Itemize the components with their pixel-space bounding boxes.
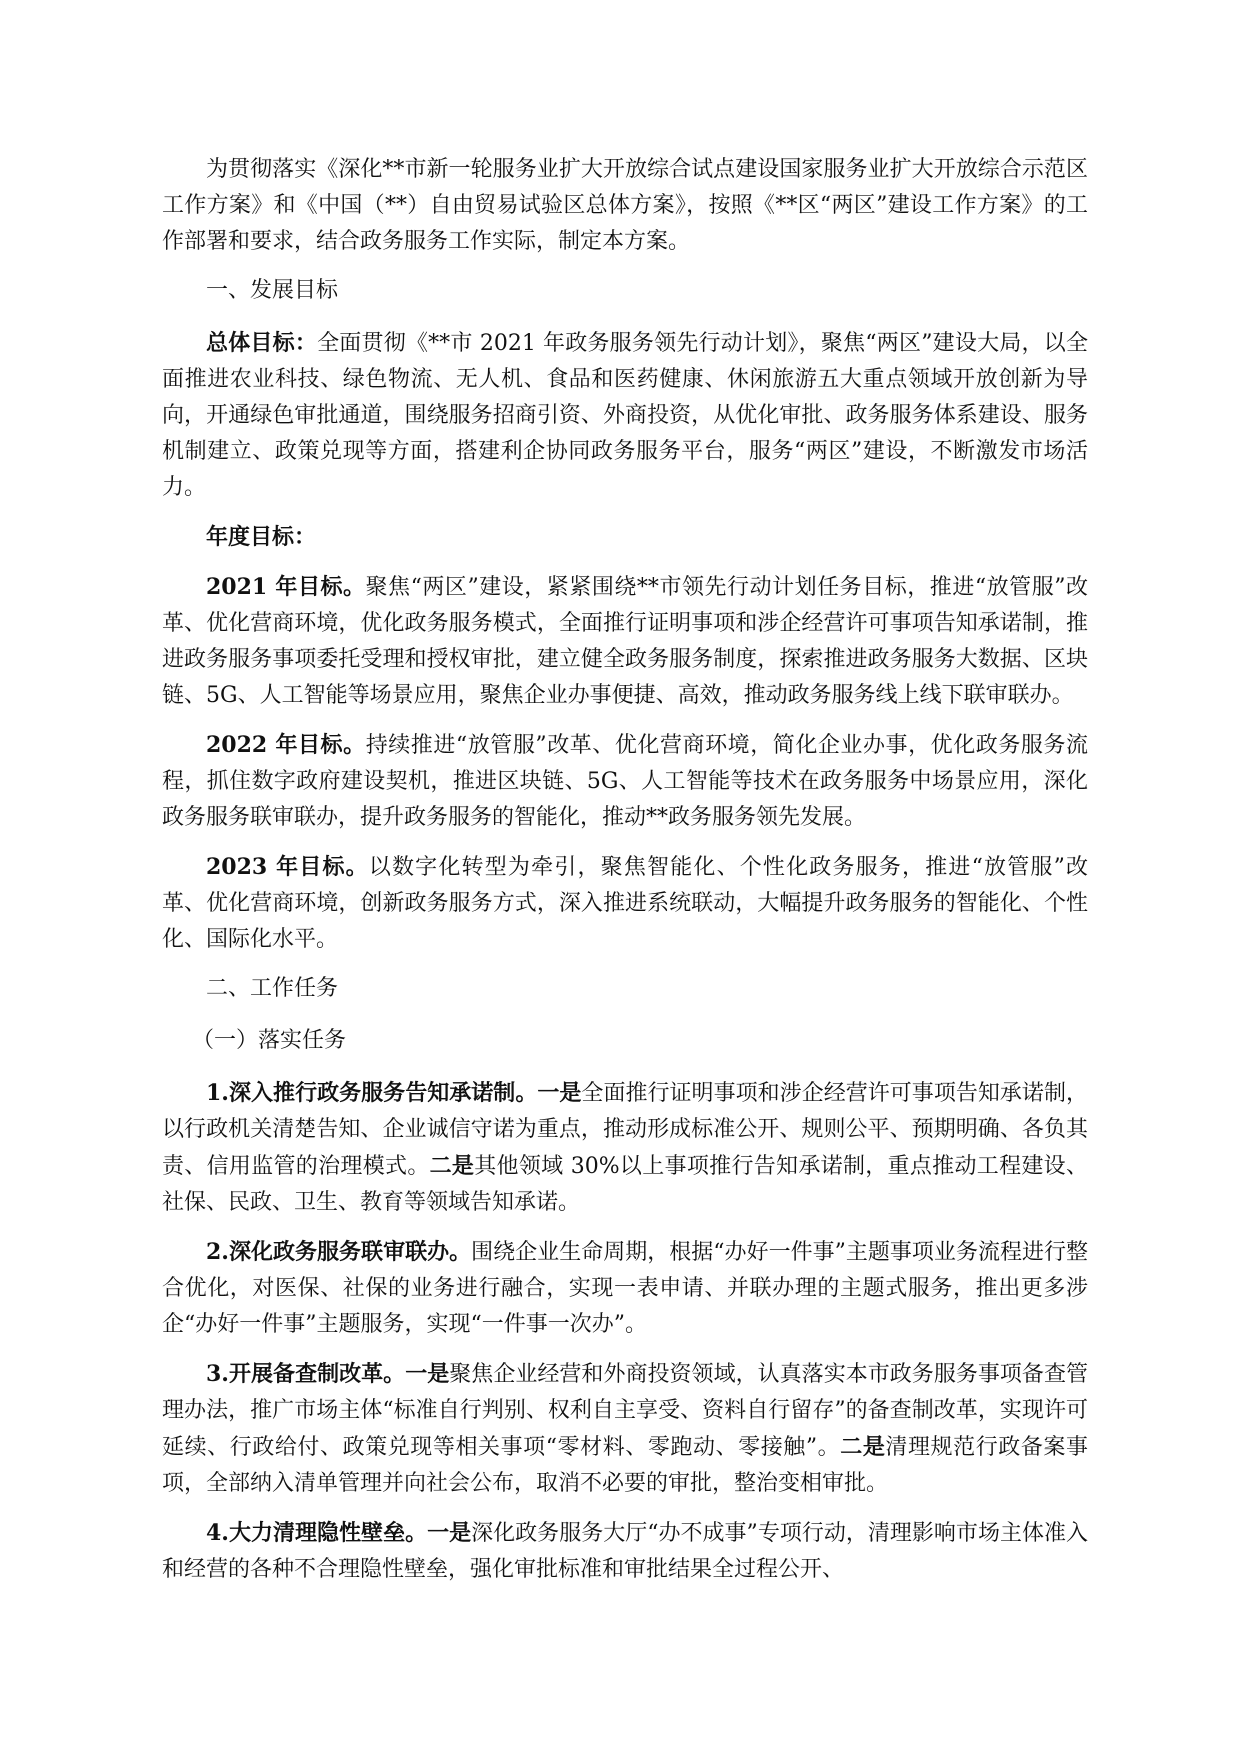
emphasis-marker: 二是 <box>429 1153 475 1179</box>
paragraph-y2022 <box>162 727 1088 836</box>
paragraph-lead: 年度目标： <box>206 524 317 550</box>
paragraph-y2023 <box>162 849 1088 958</box>
paragraph-text: 聚焦“两区”建设，紧紧围绕**市领先行动计划任务目标，推进“放管服”改革、优化营商环境，优化政务服务模式，全面推行证明事项和涉企经营许可事项告知承诺制，推进政务服务事项委托受理和授权审批，建立健全政务服务制度，探索推进政务服务大数据、区块链、5G、人工智能等场景应用，聚焦企业办事便捷、高效，推动政务服务线上线下联审联办。 <box>162 575 1089 708</box>
emphasis-marker: 一是 <box>405 1361 450 1387</box>
paragraph-lead: 2023 年目标。 <box>206 854 369 880</box>
document-body <box>162 152 1088 1601</box>
paragraph-lead: 3.开展备查制改革。 <box>206 1361 406 1387</box>
paragraph-lead: 2021 年目标。 <box>206 574 366 600</box>
paragraph-text: 清理规范行政备案事项，全部纳入清单管理并向社会公布，取消不必要的审批，整治变相审批。 <box>162 1435 1088 1496</box>
paragraph-text: 围绕企业生命周期，根据“办好一件事”主题事项业务流程进行整合优化，对医保、社保的业务进行融合，实现一表申请、并联办理的主题式服务，推出更多涉企“办好一件事”主题服务，实现“一件事一次办”。 <box>162 1240 1089 1337</box>
paragraph-text: 以数字化转型为牵引，聚焦智能化、个性化政务服务，推进“放管服”改革、优化营商环境，创新政务服务方式，深入推进系统联动，大幅提升政务服务的智能化、个性化、国际化水平。 <box>162 855 1089 952</box>
paragraph-text: 为贯彻落实《深化**市新一轮服务业扩大开放综合试点建设国家服务业扩大开放综合示范区工作方案》和《中国（**）自由贸易试验区总体方案》，按照《**区“两区”建设工作方案》的工作部署和要求，结合政务服务工作实际，制定本方案。 <box>162 157 1088 254</box>
paragraph-text: 其他领域 30%以上事项推行告知承诺制，重点推动工程建设、社保、民政、卫生、教育等领域告知承诺。 <box>162 1154 1088 1215</box>
paragraph-annual <box>162 519 1088 556</box>
paragraph-y2021 <box>162 569 1088 714</box>
section-heading: 二、工作任务 <box>206 976 339 1001</box>
paragraph-t2 <box>162 1234 1088 1343</box>
paragraph-text: 全面推行证明事项和涉企经营许可事项告知承诺制，以行政机关清楚告知、企业诚信守诺为重点，推动形成标准公开、规则公平、预期明确、各负其责、信用监管的治理模式。 <box>162 1081 1088 1179</box>
paragraph-t4 <box>162 1515 1088 1588</box>
emphasis-marker: 一是 <box>537 1080 582 1106</box>
paragraph-lead: 4.大力清理隐性壁垒。 <box>206 1520 428 1546</box>
subsection-heading: （一）落实任务 <box>192 1028 347 1053</box>
section-heading: 一、发展目标 <box>206 278 339 303</box>
paragraph-text: 深化政务服务大厅“办不成事”专项行动，清理影响市场主体准入和经营的各种不合理隐性壁垒，强化审批标准和审批结果全过程公开、 <box>162 1521 1088 1582</box>
paragraph-lead: 2.深化政务服务联审联办。 <box>206 1239 472 1265</box>
paragraph-text: 全面贯彻《**市 2021 年政务服务领先行动计划》，聚焦“两区”建设大局，以全面推进农业科技、绿色物流、无人机、食品和医药健康、休闲旅游五大重点领域开放创新为导向，开通绿色审批通道，围绕服务招商引资、外商投资，从优化审批、政务服务体系建设、服务机制建立、政策兑现等方面，搭建利企协同政务服务平台，服务“两区”建设，不断激发市场活力。 <box>162 331 1088 500</box>
paragraph-lead: 1.深入推行政务服务告知承诺制。 <box>206 1080 538 1106</box>
paragraph-lead: 2022 年目标。 <box>206 732 366 758</box>
paragraph-intro <box>162 152 1088 260</box>
emphasis-marker: 二是 <box>840 1434 886 1460</box>
paragraph-t1 <box>162 1075 1088 1221</box>
paragraph-text: 持续推进“放管服”改革、优化营商环境，简化企业办事，优化政务服务流程，抓住数字政府建设契机，推进区块链、5G、人工智能等技术在政务服务中场景应用，深化政务服务联审联办，提升政务服务的智能化，推动**政务服务领先发展。 <box>162 733 1089 830</box>
paragraph-overall <box>162 325 1088 506</box>
paragraph-lead: 总体目标： <box>206 330 318 356</box>
emphasis-marker: 一是 <box>427 1520 472 1546</box>
paragraph-text: 聚焦企业经营和外商投资领域，认真落实本市政务服务事项备查管理办法，推广市场主体“标准自行判别、权利自主享受、资料自行留存”的备查制改革，实现许可延续、行政给付、政策兑现等相关事项“零材料、零跑动、零接触”。 <box>162 1362 1088 1460</box>
paragraph-t3 <box>162 1356 1088 1502</box>
